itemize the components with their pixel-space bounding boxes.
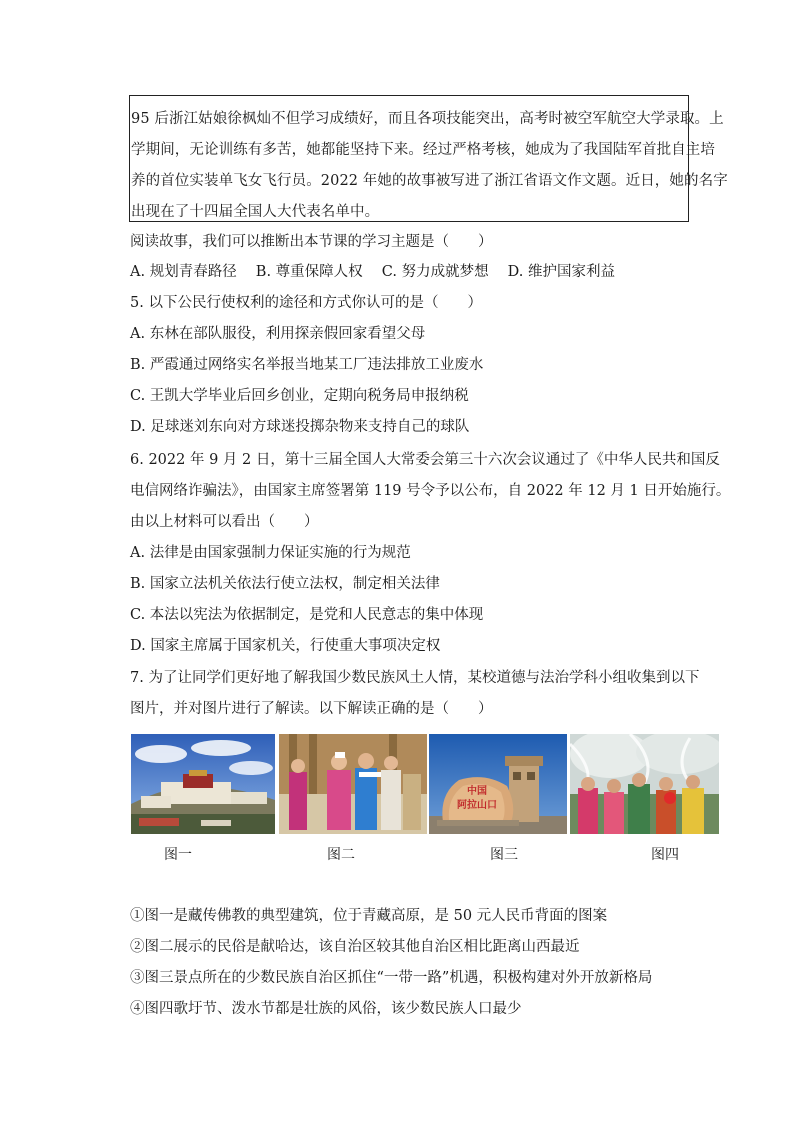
photo-3-alashankou xyxy=(429,734,567,834)
photo-1-palace xyxy=(131,734,275,834)
caption-1: 图一 xyxy=(164,847,192,863)
photo-2-hada xyxy=(279,734,427,834)
story-line-3: 养的首位实装单飞女飞行员。2022 年她的故事被写进了浙江省语文作文题。近日，她的名字 xyxy=(131,173,728,189)
q7-statement-2: ②图二展示的民俗是献哈达，该自治区较其他自治区相比距离山西最近 xyxy=(130,939,580,955)
q5-option-d: D. 足球迷刘东向对方球迷投掷杂物来支持自己的球队 xyxy=(130,419,470,435)
q6-option-c: C. 本法以宪法为依据制定，是党和人民意志的集中体现 xyxy=(130,607,484,623)
caption-3: 图三 xyxy=(490,847,518,863)
story-box xyxy=(129,95,728,222)
q5-option-b: B. 严霞通过网络实名举报当地某工厂违法排放工业废水 xyxy=(130,357,484,373)
photo-3-sign-line-1: 中国 xyxy=(467,786,487,797)
q5-option-c: C. 王凯大学毕业后回乡创业，定期向税务局申报纳税 xyxy=(130,388,469,404)
q7-stem-line-2: 图片，并对图片进行了解读。以下解读正确的是（ ） xyxy=(130,701,493,717)
q7-statement-4: ④图四歌圩节、泼水节都是壮族的风俗，该少数民族人口最少 xyxy=(130,1001,522,1017)
photo-4-water-festival xyxy=(570,734,719,834)
photo-3-sign-line-2: 阿拉山口 xyxy=(457,800,497,811)
story-line-1: 95 后浙江姑娘徐枫灿不但学习成绩好，而且各项技能突出，高考时被空军航空大学录取。上 xyxy=(131,111,724,127)
caption-4: 图四 xyxy=(651,847,679,863)
q6-option-d: D. 国家主席属于国家机关，行使重大事项决定权 xyxy=(130,638,441,654)
q7-statement-1: ①图一是藏传佛教的典型建筑，位于青藏高原，是 50 元人民币背面的图案 xyxy=(130,908,608,924)
q5-option-a: A. 东林在部队服役，利用探亲假回家看望父母 xyxy=(130,326,426,342)
story-line-4: 出现在了十四届全国人大代表名单中。 xyxy=(131,204,380,220)
q4-options: A. 规划青春路径 B. 尊重保障人权 C. 努力成就梦想 D. 维护国家利益 xyxy=(130,264,616,280)
q6-stem-line-2: 电信网络诈骗法》，由国家主席签署第 119 号令予以公布，自 2022 年 12 月 1 日开始施行。 xyxy=(130,483,731,499)
photo-strip xyxy=(131,734,721,834)
q7-statement-3: ③图三景点所在的少数民族自治区抓住“一带一路”机遇，积极构建对外开放新格局 xyxy=(130,970,653,986)
q6-option-b: B. 国家立法机关依法行使立法权，制定相关法律 xyxy=(130,576,440,592)
story-line-2: 学期间，无论训练有多苦，她都能坚持下来。经过严格考核，她成为了我国陆军首批自主培 xyxy=(131,142,715,158)
q6-stem-line-1: 6. 2022 年 9 月 2 日，第十三届全国人大常委会第三十六次会议通过了《中华人民共和国反 xyxy=(130,452,720,468)
caption-2: 图二 xyxy=(327,847,355,863)
q5-stem: 5. 以下公民行使权利的途径和方式你认可的是（ ） xyxy=(130,295,482,311)
q7-stem-line-1: 7. 为了让同学们更好地了解我国少数民族风土人情，某校道德与法治学科小组收集到以下 xyxy=(130,670,700,686)
q4-stem: 阅读故事，我们可以推断出本节课的学习主题是（ ） xyxy=(130,234,493,250)
q6-option-a: A. 法律是由国家强制力保证实施的行为规范 xyxy=(130,545,411,561)
q6-stem-line-3: 由以上材料可以看出（ ） xyxy=(130,514,319,530)
